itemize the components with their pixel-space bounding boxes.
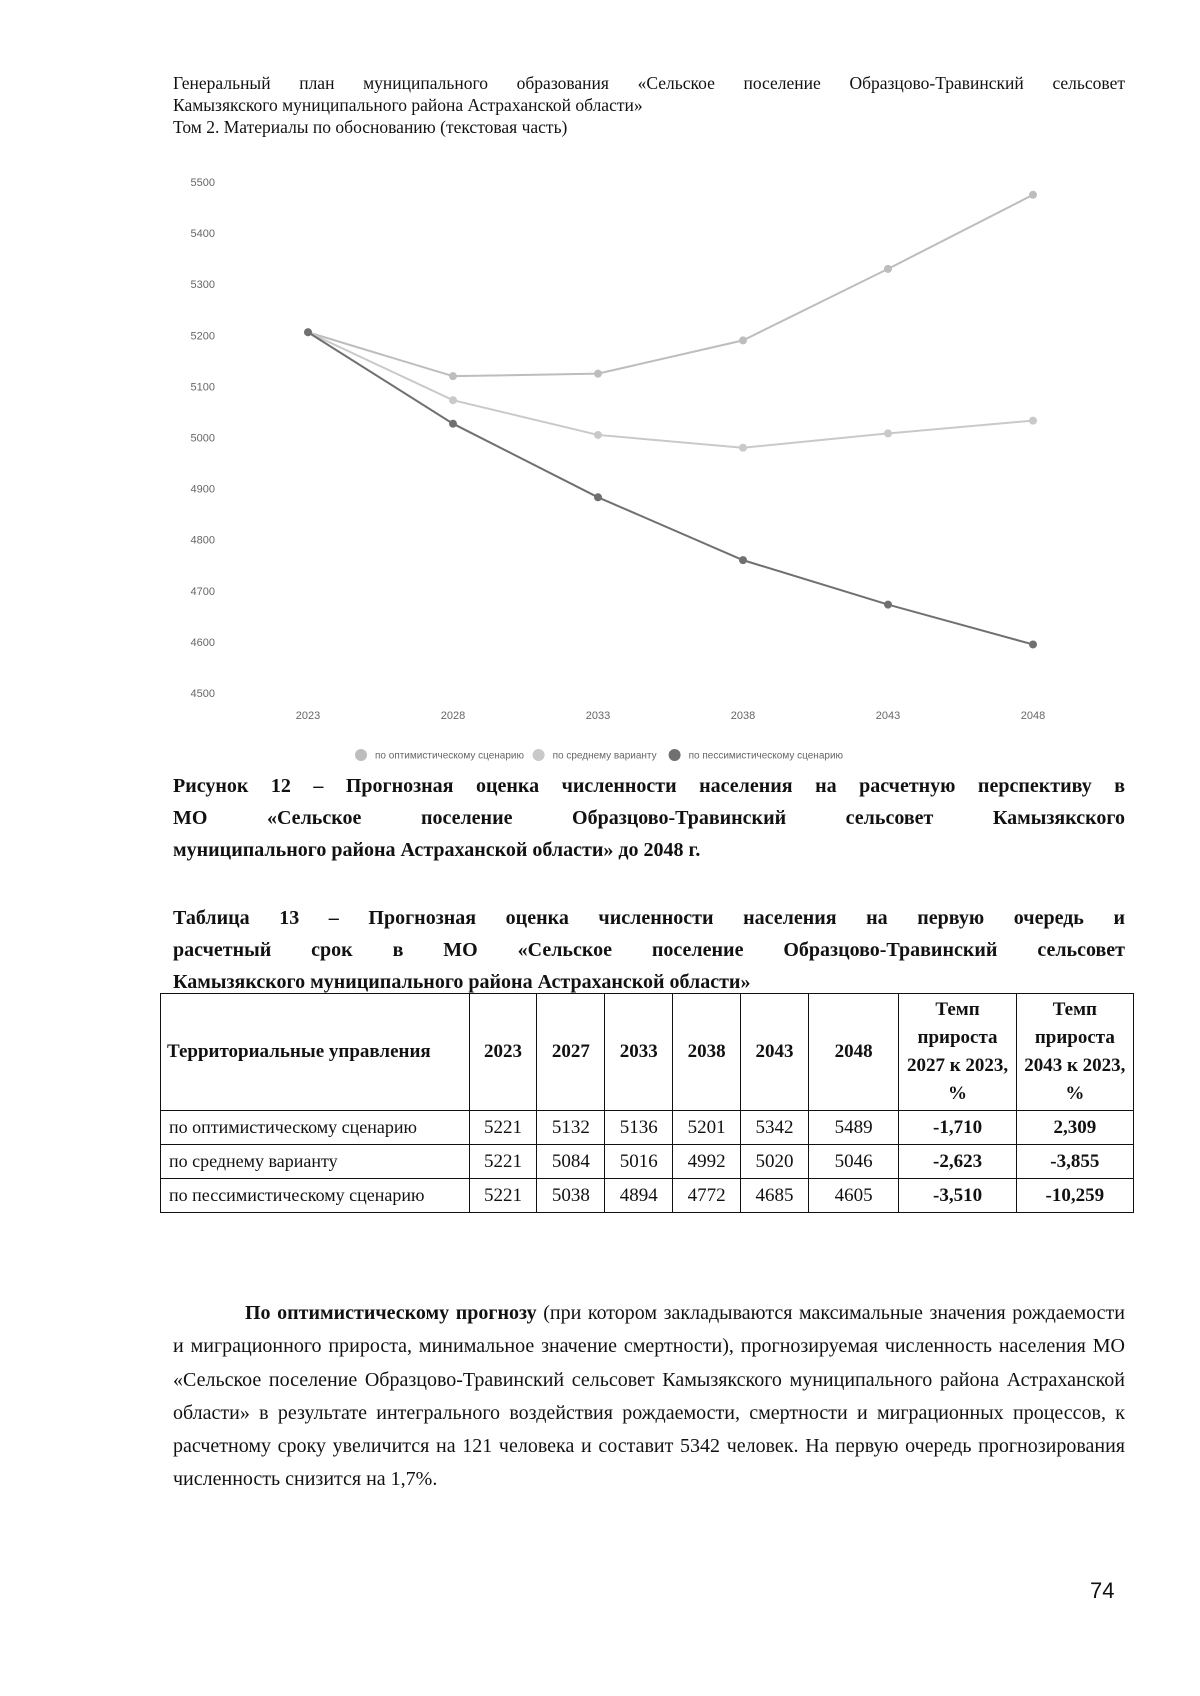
table-row xyxy=(161,1145,1134,1179)
table-caption-line1: Таблица 13 – Прогнозная оценка численности населения на первую очередь и xyxy=(173,907,1125,929)
cell-2027: 5132 xyxy=(537,1111,605,1145)
series-point-0 xyxy=(594,370,602,378)
cell-2048: 4605 xyxy=(808,1179,899,1213)
series-point-1 xyxy=(884,429,892,437)
cell-2038: 4772 xyxy=(673,1179,741,1213)
y-tick-label: 5400 xyxy=(190,228,215,241)
header-2043: 2043 xyxy=(741,994,809,1111)
series-point-1 xyxy=(739,444,747,452)
legend-label-0: по оптимистическому сценарию xyxy=(375,750,525,762)
series-point-0 xyxy=(739,336,747,344)
header-2038: 2038 xyxy=(673,994,741,1111)
cell-2023: 5221 xyxy=(469,1145,537,1179)
paragraph-text: (при котором закладываются максимальные значения рождаемости и миграционного прироста, минимальное значение смертности), прогнозируемая численность населения МО «Сельское поселение Образцово-Травинский сельсовет Камызякского муниципального района Астраханской области» в результате интегрального воздействия рождаемости, смертности и миграционных процессов, к расчетному сроку увеличится на 121 человека и составит 5342 человек. На первую очередь прогнозирования численность снизится на 1,7%. xyxy=(173,1302,1125,1491)
cell-rate-2027: -2,623 xyxy=(899,1145,1016,1179)
cell-2023: 5221 xyxy=(469,1179,537,1213)
population-forecast-table xyxy=(160,993,1134,1213)
y-tick-label: 4700 xyxy=(190,585,215,598)
body-paragraph xyxy=(173,1297,1125,1497)
cell-rate-2043: -3,855 xyxy=(1016,1145,1133,1179)
cell-2043: 5020 xyxy=(741,1145,809,1179)
paragraph-bold-lead: По оптимистическому прогнозу xyxy=(245,1302,537,1324)
table-header-row xyxy=(161,994,1134,1111)
y-tick-label: 5500 xyxy=(190,177,215,189)
cell-2038: 5201 xyxy=(673,1111,741,1145)
header-title-line2: Камызякского муниципального района Астраханской области» xyxy=(173,95,643,115)
series-point-1 xyxy=(449,396,457,404)
series-point-2 xyxy=(884,601,892,609)
row-name: по пессимистическому сценарию xyxy=(161,1179,470,1213)
cell-rate-2027: -1,710 xyxy=(899,1111,1016,1145)
header-rate-2043: Темп прироста 2043 к 2023, % xyxy=(1016,994,1133,1111)
series-point-2 xyxy=(304,328,312,336)
y-tick-label: 4600 xyxy=(190,636,215,649)
row-name: по среднему варианту xyxy=(161,1145,470,1179)
x-tick-label: 2038 xyxy=(730,710,756,722)
cell-rate-2043: 2,309 xyxy=(1016,1111,1133,1145)
page-number: 74 xyxy=(1090,1578,1115,1603)
cell-2027: 5084 xyxy=(537,1145,605,1179)
cell-2033: 5136 xyxy=(605,1111,673,1145)
header-volume: Том 2. Материалы по обоснованию (текстовая часть) xyxy=(173,117,568,137)
cell-2048: 5489 xyxy=(808,1111,899,1145)
legend-marker-2 xyxy=(669,749,681,761)
y-tick-label: 5100 xyxy=(190,381,215,394)
row-name: по оптимистическому сценарию xyxy=(161,1111,470,1145)
figure-caption-line3: муниципального района Астраханской области» до 2048 г. xyxy=(173,839,701,861)
cell-rate-2027: -3,510 xyxy=(899,1179,1016,1213)
x-tick-label: 2033 xyxy=(585,710,611,722)
cell-2043: 5342 xyxy=(741,1111,809,1145)
table-row xyxy=(161,1111,1134,1145)
table-caption-line3: Камызякского муниципального района Астраханской области» xyxy=(173,971,751,993)
y-tick-label: 5000 xyxy=(190,432,215,445)
series-point-0 xyxy=(884,265,892,273)
series-line-2 xyxy=(308,332,1033,644)
header-2048: 2048 xyxy=(808,994,899,1111)
legend-marker-1 xyxy=(533,749,545,761)
y-tick-label: 5200 xyxy=(190,330,215,343)
series-point-1 xyxy=(594,431,602,439)
series-point-0 xyxy=(1029,191,1037,199)
cell-2033: 4894 xyxy=(605,1179,673,1213)
series-point-1 xyxy=(1029,417,1037,425)
series-point-2 xyxy=(1029,640,1037,648)
y-tick-label: 4500 xyxy=(190,688,215,700)
y-tick-label: 4900 xyxy=(190,483,215,496)
series-line-1 xyxy=(308,332,1033,447)
header-title-line1: Генеральный план муниципального образования «Сельское поселение Образцово-Травинский сельсовет xyxy=(173,73,1125,93)
legend-marker-0 xyxy=(355,749,367,761)
legend-label-1: по среднему варианту xyxy=(552,750,657,762)
x-tick-label: 2023 xyxy=(295,710,321,722)
header-2023: 2023 xyxy=(469,994,537,1111)
x-tick-label: 2048 xyxy=(1020,710,1046,722)
figure-caption-line1: Рисунок 12 – Прогнозная оценка численности населения на расчетную перспективу в xyxy=(173,775,1125,797)
series-point-0 xyxy=(449,372,457,380)
cell-2033: 5016 xyxy=(605,1145,673,1179)
header-territory: Территориальные управления xyxy=(161,994,470,1111)
page-header xyxy=(173,72,1125,138)
table-caption-line2: расчетный срок в МО «Сельское поселение Образцово-Травинский сельсовет xyxy=(173,939,1125,961)
x-tick-label: 2043 xyxy=(875,710,901,722)
figure-caption-line2: МО «Сельское поселение Образцово-Травинский сельсовет Камызякского xyxy=(173,807,1125,829)
figure-caption xyxy=(173,770,1125,866)
cell-2027: 5038 xyxy=(537,1179,605,1213)
series-point-2 xyxy=(739,556,747,564)
y-tick-label: 4800 xyxy=(190,534,215,547)
table-row xyxy=(161,1179,1134,1213)
x-tick-label: 2028 xyxy=(440,710,466,722)
population-forecast-chart xyxy=(173,168,1073,768)
legend-label-2: по пессимистическому сценарию xyxy=(688,750,844,762)
cell-2043: 4685 xyxy=(741,1179,809,1213)
series-point-2 xyxy=(594,493,602,501)
table-caption xyxy=(173,902,1125,998)
series-point-2 xyxy=(449,420,457,428)
cell-2048: 5046 xyxy=(808,1145,899,1179)
cell-rate-2043: -10,259 xyxy=(1016,1179,1133,1213)
cell-2038: 4992 xyxy=(673,1145,741,1179)
header-2033: 2033 xyxy=(605,994,673,1111)
series-line-0 xyxy=(308,195,1033,376)
header-2027: 2027 xyxy=(537,994,605,1111)
y-tick-label: 5300 xyxy=(190,279,215,292)
header-rate-2027: Темп прироста 2027 к 2023, % xyxy=(899,994,1016,1111)
cell-2023: 5221 xyxy=(469,1111,537,1145)
